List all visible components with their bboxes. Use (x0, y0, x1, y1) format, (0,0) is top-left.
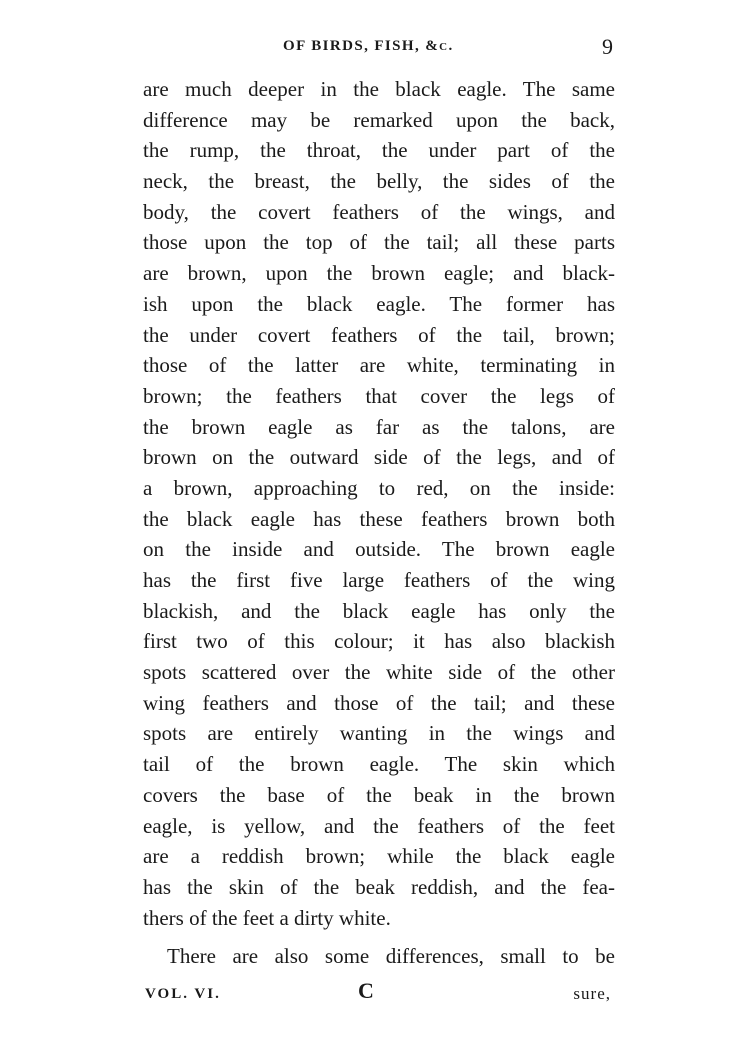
page-number: 9 (602, 34, 613, 59)
text-line: There are also some differences, small to be (167, 944, 615, 969)
text-line: spots are entirely wanting in the wings and (143, 721, 615, 746)
text-line: difference may be remarked upon the back, (143, 107, 615, 132)
text-line: blackish, and the black eagle has only the (143, 598, 615, 623)
signature-mark: C (358, 978, 374, 1003)
volume-label: VOL. VI. (145, 986, 221, 1002)
text-line: tail of the brown eagle. The skin which (143, 752, 615, 777)
text-line: on the inside and outside. The brown eagle (143, 537, 615, 562)
text-line: brown on the outward side of the legs, and of (143, 445, 615, 470)
text-line: the black eagle has these feathers brown both (143, 506, 615, 531)
running-head (143, 34, 615, 62)
text-line: spots scattered over the white side of the other (143, 660, 615, 685)
paragraph-1 (143, 74, 615, 933)
text-line: covers the base of the beak in the brown (143, 782, 615, 807)
text-line: a brown, approaching to red, on the inside: (143, 475, 615, 500)
text-line: ish upon the black eagle. The former has (143, 291, 615, 316)
text-line: those of the latter are white, terminating in (143, 353, 615, 378)
body-text (143, 74, 615, 972)
text-line: the brown eagle as far as the talons, are (143, 414, 615, 439)
text-line: first two of this colour; it has also blackish (143, 629, 615, 654)
paragraph-2 (143, 941, 615, 972)
text-line: has the first five large feathers of the wing (143, 568, 615, 592)
text-line: the under covert feathers of the tail, brown; (143, 322, 615, 347)
text-line: are brown, upon the brown eagle; and black- (143, 261, 615, 286)
page-footer (143, 978, 615, 1012)
text-line: thers of the feet a dirty white. (143, 905, 391, 930)
text-line: body, the covert feathers of the wings, and (143, 199, 615, 224)
text-line: eagle, is yellow, and the feathers of the feet (143, 813, 615, 838)
text-line: brown; the feathers that cover the legs of (143, 383, 615, 408)
catchword: sure, (573, 984, 611, 1003)
text-line: the rump, the throat, the under part of the (143, 138, 615, 163)
text-line: are a reddish brown; while the black eagle (143, 844, 615, 869)
running-title: OF BIRDS, FISH, &c. (283, 38, 454, 54)
text-line: wing feathers and those of the tail; and these (143, 690, 615, 715)
text-line: has the skin of the beak reddish, and the fea- (143, 874, 615, 899)
text-line: are much deeper in the black eagle. The same (143, 77, 615, 101)
text-line: neck, the breast, the belly, the sides of the (143, 169, 615, 194)
text-line: those upon the top of the tail; all these parts (143, 230, 615, 255)
